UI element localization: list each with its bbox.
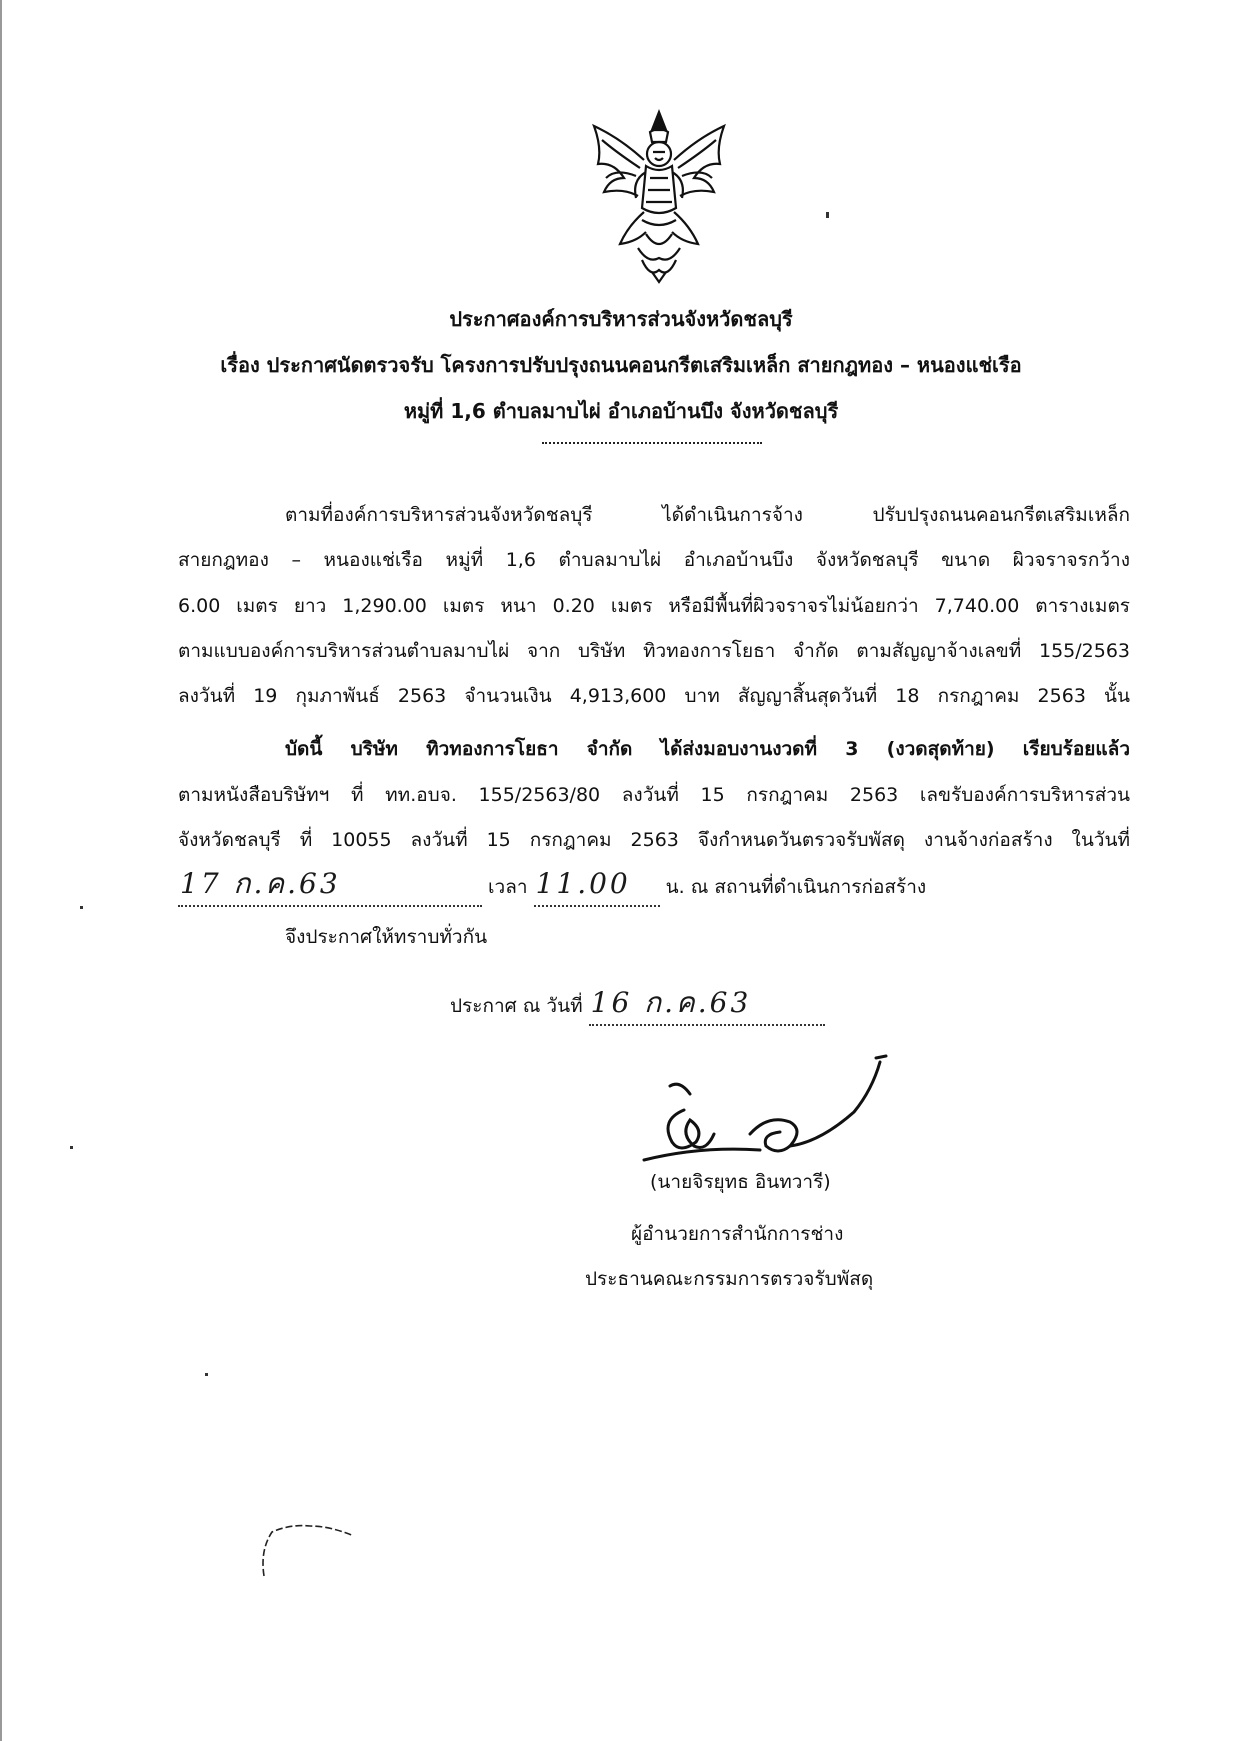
inspection-date-field (178, 866, 482, 907)
pencil-mark-icon (250, 1510, 360, 1580)
paragraph2-line3: จังหวัดชลบุรี ที่ 10055 ลงวันที่ 15 กรกฎาคม 2563 จึงกำหนดวันตรวจรับพัสดุ งานจ้างก่อสร้าง ในวันที่ (178, 829, 1130, 851)
document-location: หมู่ที่ 1,6 ตำบลมาบไผ่ อำเภอบ้านบึง จังหวัดชลบุรี (403, 399, 839, 423)
inspection-time-field (534, 866, 660, 907)
inspection-place: น. ณ สถานที่ดำเนินการก่อสร้าง (665, 876, 927, 898)
inspection-date-handwritten: 17 ก.ค.63 (180, 867, 341, 900)
garuda-emblem-icon (580, 108, 738, 284)
header-divider (542, 442, 762, 444)
announce-date-field (589, 985, 825, 1026)
signatory-role: ประธานคณะกรรมการตรวจรับพัสดุ (585, 1268, 874, 1290)
paragraph1-line2: สายกฎทอง – หนองแช่เรือ หมู่ที่ 1,6 ตำบลมาบไผ่ อำเภอบ้านบึง จังหวัดชลบุรี ขนาด ผิวจราจรกว้าง (178, 549, 1130, 571)
scan-speck (80, 906, 83, 909)
paragraph2-line1: บัดนี้ บริษัท ทิวทองการโยธา จำกัด ได้ส่งมอบงานงวดที่ 3 (งวดสุดท้าย) เรียบร้อยแล้ว (285, 738, 1130, 760)
paragraph1-line5: ลงวันที่ 19 กุมภาพันธ์ 2563 จำนวนเงิน 4,913,600 บาท สัญญาสิ้นสุดวันที่ 18 กรกฎาคม 2563 นั้น (178, 685, 1130, 707)
announce-label: ประกาศ ณ วันที่ (450, 995, 583, 1017)
time-label: เวลา (488, 876, 528, 898)
scan-speck (826, 212, 829, 218)
inspection-time-handwritten: 11.00 (535, 867, 631, 900)
signatory-name: (นายจิรยุทธ อินทวารี) (650, 1171, 831, 1193)
signature-icon (640, 1050, 900, 1170)
paragraph2-line2: ตามหนังสือบริษัทฯ ที่ ทท.อบจ. 155/2563/80 ลงวันที่ 15 กรกฎาคม 2563 เลขรับองค์การบริหารส่วน (178, 784, 1130, 806)
paragraph1-line4: ตามแบบองค์การบริหารส่วนตำบลมาบไผ่ จาก บริษัท ทิวทองการโยธา จำกัด ตามสัญญาจ้างเลขที่ 155/2563 (178, 640, 1130, 662)
announce-date-handwritten: 16 ก.ค.63 (590, 986, 752, 1019)
paragraph1-line3: 6.00 เมตร ยาว 1,290.00 เมตร หนา 0.20 เมตร หรือมีพื้นที่ผิวจราจรไม่น้อยกว่า 7,740.00 ตารางเมตร (178, 595, 1130, 617)
document-subject: เรื่อง ประกาศนัดตรวจรับ โครงการปรับปรุงถนนคอนกรีตเสริมเหล็ก สายกฎทอง – หนองแช่เรือ (220, 353, 1022, 377)
document-title: ประกาศองค์การบริหารส่วนจังหวัดชลบุรี (449, 307, 793, 331)
signatory-position: ผู้อำนวยการสำนักการช่าง (631, 1223, 844, 1245)
paragraph1-line1: ตามที่องค์การบริหารส่วนจังหวัดชลบุรี ได้ดำเนินการจ้าง ปรับปรุงถนนคอนกรีตเสริมเหล็ก (285, 504, 1130, 526)
scan-speck (70, 1146, 73, 1149)
scan-edge (0, 0, 2, 1741)
inspection-date-line (178, 866, 1130, 907)
announce-date-line (450, 985, 825, 1026)
scan-speck (205, 1373, 208, 1376)
closing-text: จึงประกาศให้ทราบทั่วกัน (285, 926, 488, 948)
